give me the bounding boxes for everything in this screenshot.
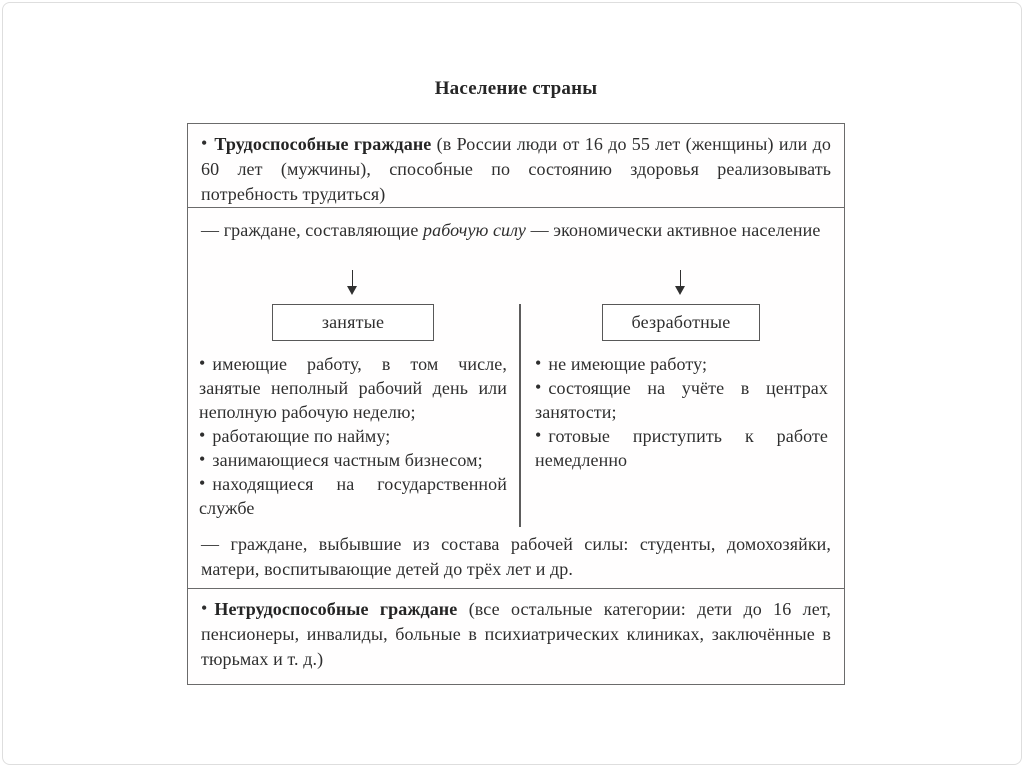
unemployed-box-label: безработные [631,312,731,332]
list-item-text: не имеющие работу; [548,354,708,374]
labor-force-term: рабочую силу [423,220,526,240]
list-item [535,424,828,472]
unemployed-box [602,304,760,341]
bullet-icon: • [199,353,206,373]
unemployed-list [535,352,828,472]
list-item [535,376,828,424]
arrow-head [675,286,685,295]
bullet-icon: • [535,353,542,373]
labor-force-note-prefix: — граждане, составляющие [201,220,424,240]
labor-force-note [188,210,844,243]
list-item [199,448,507,472]
page-title: Население страны [434,78,598,99]
bullet-icon: • [199,449,206,469]
bullet-icon: • [199,425,206,445]
arrow-stem [352,270,354,287]
arrow-down-icon [674,270,687,296]
list-item [535,352,828,376]
section-disabled-definition: (все остальные категории: дети до 16 лет, пенсионеры, инвалиды, больные в психиатрических клиниках, заключённые в тюрьмах и т. д.) [201,599,831,669]
arrow-head [347,286,357,295]
list-item [199,352,507,424]
labor-force-note-suffix: — экономически активное население [525,220,821,240]
list-item-text: работающие по найму; [212,426,391,446]
section-disabled [188,588,844,684]
list-item-text: находящиеся на государственной службе [199,474,507,518]
list-item [199,472,507,520]
employed-list [199,352,507,520]
section-able-bodied [188,124,844,208]
arrow-stem [680,270,682,287]
arrow-down-icon [346,270,359,296]
bullet-icon: • [535,425,542,445]
section-able-bodied-term: Трудоспособные граждане [214,134,432,154]
left-labor-force-note: — граждане, выбывшие из состава рабочей силы: студенты, домохозяйки, матери, воспитывающие детей до трёх лет и др. [201,534,831,579]
list-item-text: состоящие на учёте в центрах занятости; [535,378,828,422]
list-item-text: имеющие работу, в том числе, занятые неполный рабочий день или неполную рабочую неделю; [199,354,507,422]
list-item-text: готовые приступить к работе немедленно [535,426,828,470]
bullet-icon: • [199,473,206,493]
bullet-icon: • [201,133,208,153]
column-divider [519,304,521,527]
bullet-icon: • [201,598,208,618]
list-item [199,424,507,448]
section-able-bodied-definition: (в России люди от 16 до 55 лет (женщины) или до 60 лет (мужчины), способные по состоянию здоровья реализовывать потребность трудиться) [201,134,831,204]
list-item-text: занимающиеся частным бизнесом; [212,450,483,470]
employed-box-label: занятые [321,312,385,332]
employed-box [272,304,434,341]
population-diagram [187,123,845,685]
bullet-icon: • [535,377,542,397]
section-disabled-term: Нетрудоспособные граждане [214,599,458,619]
